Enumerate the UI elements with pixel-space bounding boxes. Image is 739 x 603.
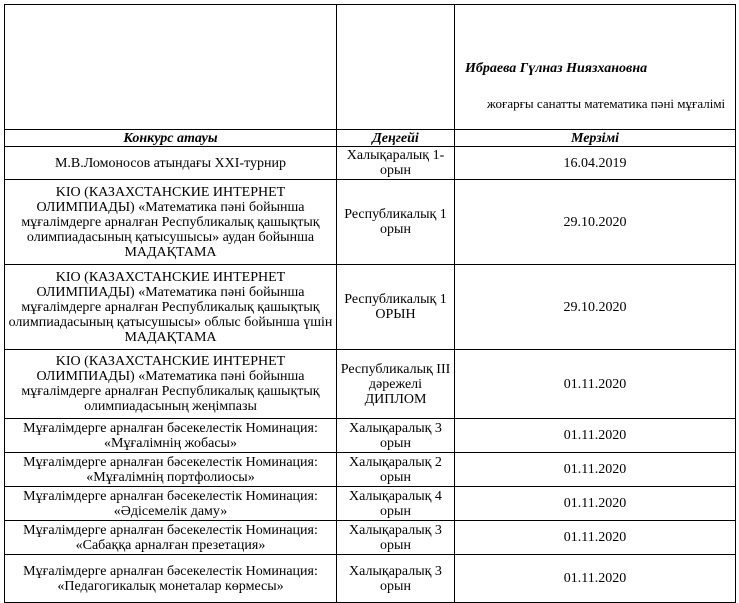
competition-date: 29.10.2020 — [455, 265, 736, 350]
competition-level: Халықаралық 3 орын — [337, 419, 455, 453]
competition-name: Мұғалімдерге арналған бәсекелестік Номинация: «Сабаққа арналған презетация» — [5, 521, 337, 555]
competition-level: Халықаралық 4 орын — [337, 487, 455, 521]
table-row — [5, 487, 736, 521]
table-row — [5, 350, 736, 419]
competition-name: Мұғалімдерге арналған бәсекелестік Номинация: «Педагогикалық монеталар көрмесы» — [5, 555, 337, 603]
table-row — [5, 453, 736, 487]
competition-name: Мұғалімдерге арналған бәсекелестік Номинация: «Мұғалімнің жобасы» — [5, 419, 337, 453]
competition-name: Мұғалімдерге арналған бәсекелестік Номинация: «Мұғалімнің портфолиосы» — [5, 453, 337, 487]
competition-level: Халықаралық 3 орын — [337, 521, 455, 555]
competition-level: Республикалық 1 ОРЫН — [337, 265, 455, 350]
teacher-name: Ибраева Гүлназ Ниязхановна — [465, 61, 648, 76]
table-header-row — [5, 130, 736, 147]
competition-name: Мұғалімдерге арналған бәсекелестік Номинация: «Әдісемелік даму» — [5, 487, 337, 521]
table-row — [5, 419, 736, 453]
competition-name: М.В.Ломоносов атындағы XXI-турнир — [5, 147, 337, 180]
competition-level: Халықаралық 3 орын — [337, 555, 455, 603]
table-row — [5, 521, 736, 555]
competition-date: 01.11.2020 — [455, 487, 736, 521]
teacher-position: жоғарғы санатты математика пәні мұғалімі — [486, 96, 726, 111]
competition-level: Халықаралық 2 орын — [337, 453, 455, 487]
competition-date: 16.04.2019 — [455, 147, 736, 180]
competition-level: Республикалық 1 орын — [337, 180, 455, 265]
table-row — [5, 265, 736, 350]
competition-name: KIO (КАЗАХСТАНСКИЕ ИНТЕРНЕТ ОЛИМПИАДЫ) «Математика пәні бойынша мұғалімдерге арналған Республикалық қашықтық олимпиадасының қатысушысы» аудан бойынша МАДАҚТАМА — [5, 180, 337, 265]
header-competition-name: Конкурс атауы — [5, 130, 337, 147]
table-row — [5, 147, 736, 180]
competition-date: 29.10.2020 — [455, 180, 736, 265]
competition-level: Халықаралық 1-орын — [337, 147, 455, 180]
table-row — [5, 180, 736, 265]
profile-cell — [455, 5, 736, 130]
table-row — [5, 555, 736, 603]
competition-date: 01.11.2020 — [455, 521, 736, 555]
empty-cell — [337, 5, 455, 130]
empty-cell — [5, 5, 337, 130]
competition-name: KIO (КАЗАХСТАНСКИЕ ИНТЕРНЕТ ОЛИМПИАДЫ) «Математика пәні бойынша мұғалімдерге арналған Республикалық қашықтық олимпиадасының қатысушысы» облыс бойынша үшін МАДАҚТАМА — [5, 265, 337, 350]
profile-row — [5, 5, 736, 130]
header-date: Мерзімі — [455, 130, 736, 147]
competition-table — [4, 4, 736, 603]
competition-date: 01.11.2020 — [455, 419, 736, 453]
competition-date: 01.11.2020 — [455, 453, 736, 487]
competition-date: 01.11.2020 — [455, 350, 736, 419]
header-level: Деңгейі — [337, 130, 455, 147]
competition-level: Республикалық III дәрежелі ДИПЛОМ — [337, 350, 455, 419]
competition-name: KIO (КАЗАХСТАНСКИЕ ИНТЕРНЕТ ОЛИМПИАДЫ) «Математика пәні бойынша мұғалімдерге арналған Республикалық қашықтық олимпиадасының жеңімпазы — [5, 350, 337, 419]
competition-date: 01.11.2020 — [455, 555, 736, 603]
